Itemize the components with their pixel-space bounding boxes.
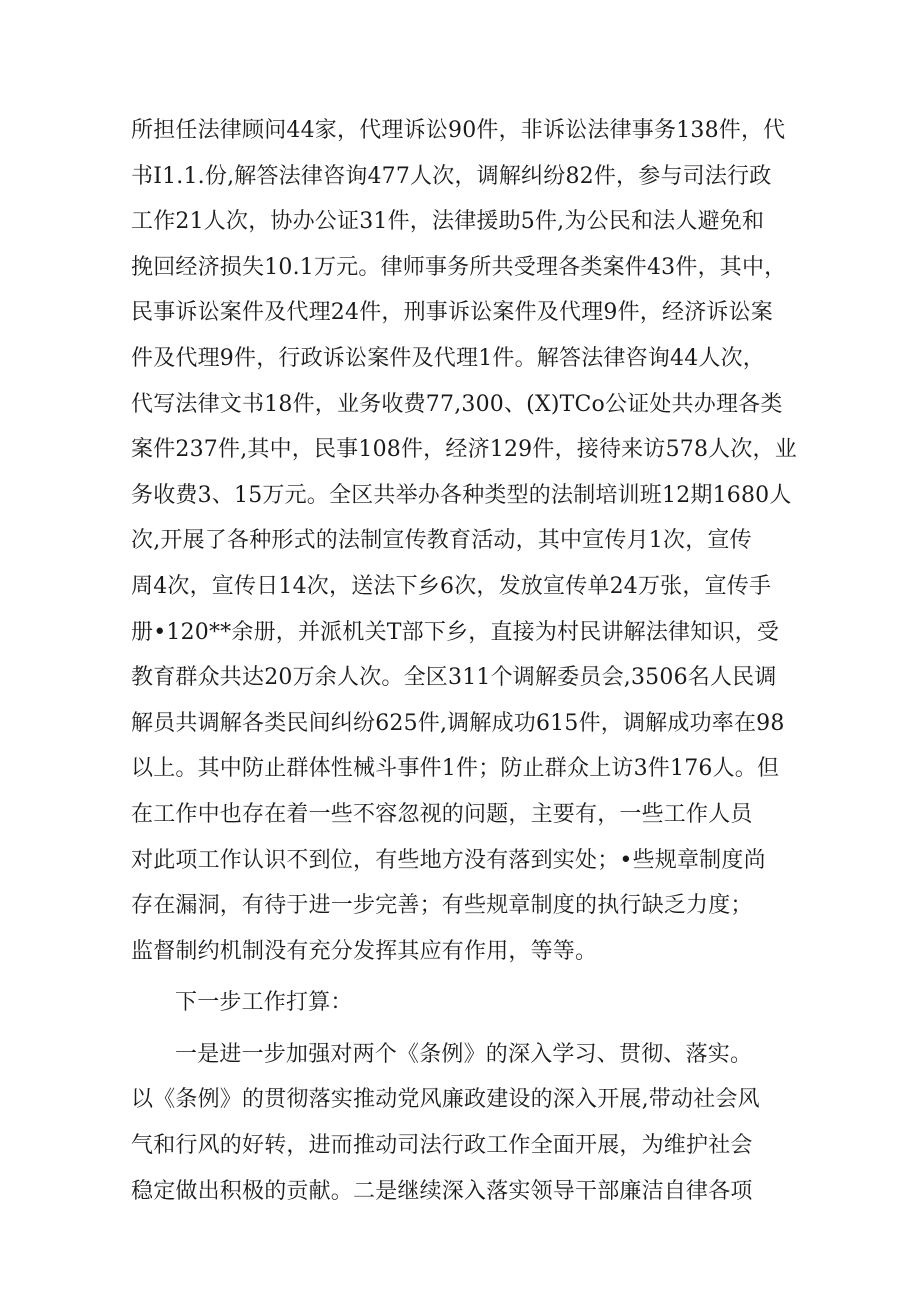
text-line: 案件237件,其中，民事108件，经济129件，接待来访578人次，业 — [131, 437, 797, 463]
text-line: 周4次，宣传日14次，送法下乡6次，发放宣传单24万张，宣传手 — [131, 573, 772, 599]
text-line: 在工作中也存在着一些不容忽视的问题，主要有，一些工作人员 — [131, 801, 753, 827]
text-line: 以《条例》的贯彻落实推动党风廉政建设的深入开展,带动社会风 — [131, 1087, 760, 1113]
text-line: 册•120**余册，并派机关T部下乡，直接为村民讲解法律知识，受 — [131, 619, 780, 645]
text-line: 务收费3、15万元。全区共举办各种类型的法制培训班12期1680人 — [131, 482, 792, 508]
document-body — [131, 108, 797, 1214]
text-line: 一是进一步加强对两个《条例》的深入学习、贯彻、落实。 — [175, 1041, 753, 1067]
text-line: 对此项工作认识不到位，有些地方没有落到实处；•些规章制度尚 — [131, 847, 766, 873]
paragraph-1 — [131, 108, 797, 974]
text-line: 稳定做出积极的贡献。二是继续深入落实领导干部廉洁自律各项 — [131, 1178, 753, 1204]
text-line: 存在漏洞，有待于进一步完善；有些规章制度的执行缺乏力度； — [131, 893, 753, 919]
text-line: 民事诉讼案件及代理24件，刑事诉讼案件及代理9件，经济诉讼案 — [131, 300, 773, 326]
text-line: 解员共调解各类民间纠纷625件,调解成功615件，调解成功率在98 — [131, 710, 785, 736]
text-line: 工作21人次，协办公证31件，法律援助5件,为公民和法人避免和 — [131, 209, 765, 235]
section-heading: 下一步工作打算： — [175, 990, 353, 1016]
text-line: 次,开展了各种形式的法制宣传教育活动，其中宣传月1次，宣传 — [131, 528, 752, 554]
text-line: 气和行风的好转，进而推动司法行政工作全面开展，为维护社会 — [131, 1133, 753, 1159]
text-line: 以上。其中防止群体性械斗事件1件；防止群众上访3件176人。但 — [131, 756, 780, 782]
text-line: 监督制约机制没有充分发挥其应有作用，等等。 — [131, 938, 598, 964]
text-line: 所担任法律顾问44家，代理诉讼90件，非诉讼法律事务138件，代 — [131, 118, 786, 143]
text-line: 代写法律文书18件，业务收费77,300、(X)TCo公证处共办理各类 — [131, 391, 783, 417]
text-line: 书I1.1.份,解答法律咨询477人次，调解纠纷82件，参与司法行政 — [131, 163, 772, 189]
text-line: 挽回经济损失10.1万元。律师事务所共受理各类案件43件，其中， — [131, 254, 787, 280]
paragraph-2 — [131, 1032, 791, 1214]
text-line: 件及代理9件，行政诉讼案件及代理1件。解答法律咨询44人次， — [131, 345, 765, 371]
text-line: 教育群众共达20万余人次。全区311个调解委员会,3506名人民调 — [131, 665, 777, 691]
